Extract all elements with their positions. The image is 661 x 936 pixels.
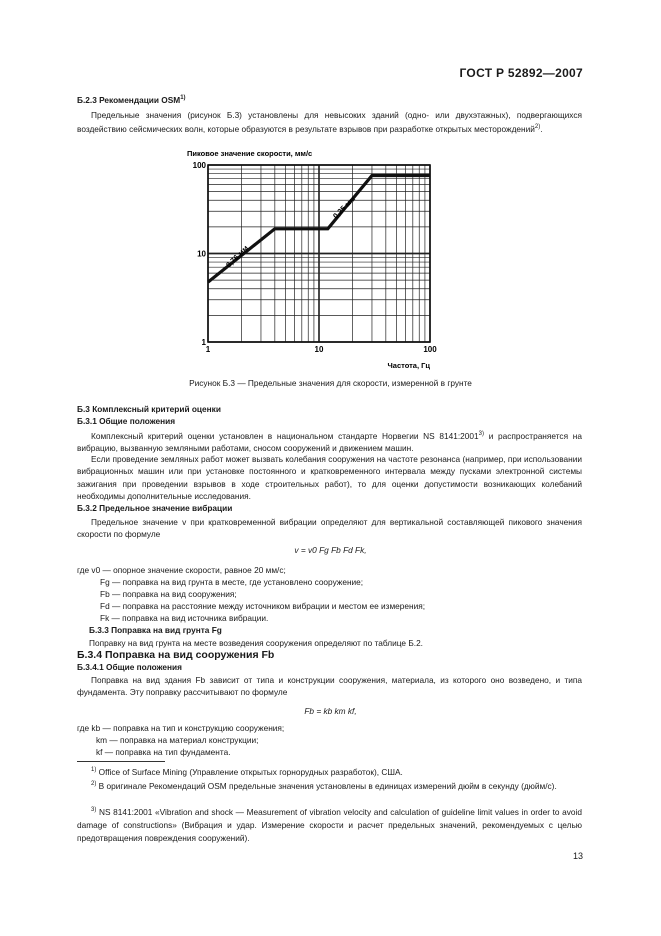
subsection-heading-b341: Б.3.4.1 Общие положения [77, 662, 182, 672]
y-tick-label: 10 [197, 249, 206, 259]
x-axis-label: Частота, Гц [387, 361, 430, 370]
paragraph-end: . [540, 124, 543, 135]
formula-fb: Fb = kb km kf, [304, 706, 357, 716]
paragraph-text: Предельные значения (рисунок Б.3) установлены для невысоких зданий (одно- или двухэтажных), подвергающихся воздействию сейсмических волн, которые образуются в результате взрывов при разработке открытых месторождений [77, 110, 582, 135]
y-axis-ticks [193, 161, 207, 347]
definition-km: km — поправка на материал конструкции; [96, 735, 259, 745]
definition-fb: Fb — поправка на вид сооружения; [100, 589, 237, 599]
footnote-ref: 1) [180, 95, 186, 102]
footnote-marker: 1) [91, 767, 97, 773]
definition-kb: где kb — поправка на тип и конструкцию сооружения; [77, 723, 285, 733]
document-id: ГОСТ Р 52892—2007 [459, 66, 583, 80]
y-tick-label: 1 [201, 338, 206, 347]
subsection-heading-b34: Б.3.4 Поправка на вид сооружения Fb [77, 649, 275, 661]
footnote-text: В оригинале Рекомендаций OSM предельные значения установлены в единицах измерений дюйм в секунду (дюйм/с). [96, 780, 557, 791]
annotation-025: 0,25 мм [331, 194, 358, 221]
x-tick-label: 100 [423, 345, 437, 354]
section-heading-b3: Б.3 Комплексный критерий оценки [77, 404, 221, 414]
definition-fg: Fg — поправка на вид грунта в месте, где установлено сооружение; [100, 577, 364, 587]
paragraph-building: Поправка на вид здания Fb зависит от типа и конструкции сооружения, материала, из которого оно возведено, и типа фундамента. Эту поправку рассчитывают по формуле [77, 675, 582, 698]
page-number: 13 [572, 851, 583, 861]
paragraph-criterion [77, 428, 582, 455]
formula-v: v = v0 Fg Fb Fd Fk, [294, 545, 367, 555]
subsection-heading-b32: Б.3.2 Предельное значение вибрации [77, 503, 233, 513]
footnote-2 [77, 778, 582, 793]
section-heading-text: Б.2.3 Рекомендации OSM [77, 95, 181, 105]
section-heading-b23 [77, 95, 186, 105]
paragraph-limit-value: Предельное значение v при кратковременной вибрации определяют для вертикальной составляющей пикового значения скорости по формуле [77, 517, 582, 540]
footnote-separator [77, 761, 165, 762]
footnote-text: Office of Surface Mining (Управление открытых горнорудных разработок), США. [96, 766, 403, 777]
definition-kf: kf — поправка на тип фундамента. [96, 747, 231, 757]
paragraph-osm [77, 109, 582, 136]
figure-caption: Рисунок Б.3 — Предельные значения для скорости, измеренной в грунте [189, 378, 472, 388]
subsection-heading-b33: Б.3.3 Поправка на вид грунта Fg [89, 625, 222, 635]
paragraph-soil: Поправку на вид грунта на месте возведения сооружения определяют по таблице Б.2. [89, 638, 423, 648]
chart-title: Пиковое значение скорости, мм/с [187, 149, 313, 158]
x-tick-label: 10 [314, 345, 324, 354]
y-tick-label: 100 [192, 161, 206, 170]
footnote-ref: 3) [478, 431, 484, 437]
footnote-3 [77, 804, 582, 845]
definition-fd: Fd — поправка на расстояние между источником вибрации и местом ее измерения; [100, 601, 426, 611]
footnote-marker: 2) [91, 781, 97, 787]
paragraph-text: Комплексный критерий оценки установлен в национальном стандарте Норвегии NS 8141:2001 [91, 430, 479, 441]
footnote-marker: 3) [91, 807, 97, 813]
footnote-ref: 2) [534, 124, 541, 131]
subsection-heading-b31: Б.3.1 Общие положения [77, 416, 176, 426]
definition-fk: Fk — поправка на вид источника вибрации. [100, 613, 269, 623]
velocity-limit-chart [180, 140, 470, 375]
definition-v0: где v0 — опорное значение скорости, равное 20 мм/с; [77, 565, 286, 575]
x-axis-ticks [206, 345, 437, 354]
x-tick-label: 1 [205, 345, 211, 354]
paragraph-resonance: Если проведение земляных работ может вызвать колебания сооружения на частоте резонанса (например, при использовании вибрационных машин или при установке постоянного и кратковременного интервала между пусками электронной системы зажигания при проведении взрывов в ходе строительных работ), то для оценки допустимости возникающих колебаний необходимы дополнительные исследования. [77, 454, 582, 502]
annotation-076: 0,76 мм [224, 243, 251, 270]
footnote-1 [77, 764, 582, 779]
footnote-text: NS 8141:2001 «Vibration and shock — Measurement of vibration velocity and calculation of guideline limit values in order to avoid damage of constructions» (Вибрация и удар. Измерение скорости и расчет предельных значений, рекомендуемых с целью предотвращения повреждения сооружений). [77, 806, 582, 843]
paragraph-text-cont: и распространяется на вибрацию, вызванную земляными работами, сносом сооружений и движением машин. [77, 430, 582, 454]
